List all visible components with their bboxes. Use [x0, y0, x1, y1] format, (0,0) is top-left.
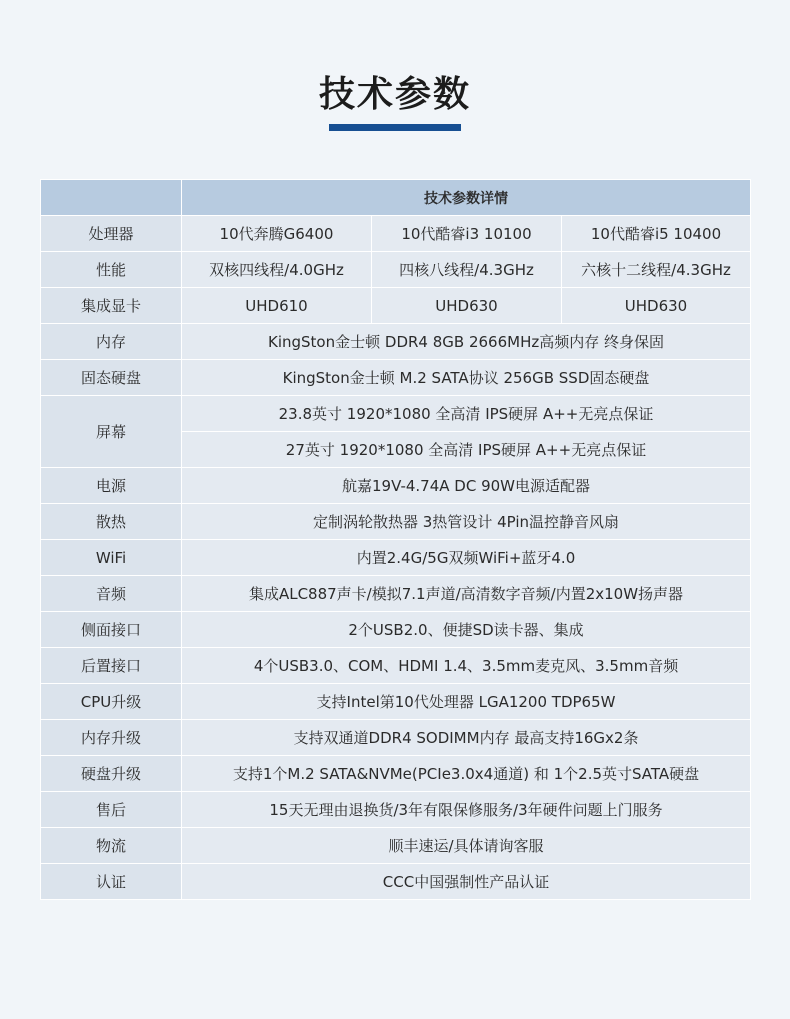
spec-value: 顺丰速运/具体请询客服 [182, 828, 751, 864]
spec-value: 定制涡轮散热器 3热管设计 4Pin温控静音风扇 [182, 504, 751, 540]
row-label: 硬盘升级 [41, 756, 182, 792]
spec-value: 支持1个M.2 SATA&NVMe(PCIe3.0x4通道) 和 1个2.5英寸SATA硬盘 [182, 756, 751, 792]
spec-value: 10代酷睿i3 10100 [372, 216, 562, 252]
table-row [41, 396, 751, 432]
row-label: 认证 [41, 864, 182, 900]
row-label: 售后 [41, 792, 182, 828]
table-row [41, 576, 751, 612]
spec-value: 内置2.4G/5G双频WiFi+蓝牙4.0 [182, 540, 751, 576]
spec-value: UHD630 [562, 288, 751, 324]
spec-value: 支持双通道DDR4 SODIMM内存 最高支持16Gx2条 [182, 720, 751, 756]
spec-value: 支持Intel第10代处理器 LGA1200 TDP65W [182, 684, 751, 720]
table-row [41, 684, 751, 720]
row-label: 侧面接口 [41, 612, 182, 648]
page-title: 技术参数 [318, 74, 471, 115]
row-label: 音频 [41, 576, 182, 612]
row-label: 电源 [41, 468, 182, 504]
row-label: 固态硬盘 [41, 360, 182, 396]
table-row [41, 252, 751, 288]
spec-value: 双核四线程/4.0GHz [182, 252, 372, 288]
spec-value: CCC中国强制性产品认证 [182, 864, 751, 900]
table-row [41, 216, 751, 252]
table-row [41, 756, 751, 792]
table-row [41, 612, 751, 648]
row-label: WiFi [41, 540, 182, 576]
table-row [41, 540, 751, 576]
header-corner-cell [41, 180, 182, 216]
spec-table [40, 179, 751, 900]
spec-value: 航嘉19V-4.74A DC 90W电源适配器 [182, 468, 751, 504]
row-label: 内存 [41, 324, 182, 360]
spec-value: KingSton金士顿 M.2 SATA协议 256GB SSD固态硬盘 [182, 360, 751, 396]
spec-value: 15天无理由退换货/3年有限保修服务/3年硬件问题上门服务 [182, 792, 751, 828]
row-label: 物流 [41, 828, 182, 864]
spec-value: 2个USB2.0、便捷SD读卡器、集成 [182, 612, 751, 648]
table-row [41, 792, 751, 828]
row-label: 处理器 [41, 216, 182, 252]
spec-value: 集成ALC887声卡/模拟7.1声道/高清数字音频/内置2x10W扬声器 [182, 576, 751, 612]
spec-value: 四核八线程/4.3GHz [372, 252, 562, 288]
table-row [41, 324, 751, 360]
row-label: CPU升级 [41, 684, 182, 720]
spec-value: 六核十二线程/4.3GHz [562, 252, 751, 288]
table-row [41, 648, 751, 684]
row-label: 内存升级 [41, 720, 182, 756]
table-row [41, 720, 751, 756]
spec-value: 10代奔腾G6400 [182, 216, 372, 252]
table-row [41, 288, 751, 324]
table-header-row [41, 180, 751, 216]
table-row [41, 864, 751, 900]
row-label: 性能 [41, 252, 182, 288]
spec-value: 23.8英寸 1920*1080 全高清 IPS硬屏 A++无亮点保证 [182, 396, 751, 432]
title-underline [329, 124, 461, 131]
row-label: 集成显卡 [41, 288, 182, 324]
table-row [41, 360, 751, 396]
table-header: 技术参数详情 [182, 180, 751, 216]
table-row [41, 468, 751, 504]
row-label: 后置接口 [41, 648, 182, 684]
table-row [41, 504, 751, 540]
spec-value: UHD610 [182, 288, 372, 324]
spec-value: KingSton金士顿 DDR4 8GB 2666MHz高频内存 终身保固 [182, 324, 751, 360]
row-label: 散热 [41, 504, 182, 540]
spec-value: 4个USB3.0、COM、HDMI 1.4、3.5mm麦克风、3.5mm音频 [182, 648, 751, 684]
spec-value: 27英寸 1920*1080 全高清 IPS硬屏 A++无亮点保证 [182, 432, 751, 468]
spec-value: 10代酷睿i5 10400 [562, 216, 751, 252]
row-label: 屏幕 [41, 396, 182, 468]
spec-value: UHD630 [372, 288, 562, 324]
table-row [41, 828, 751, 864]
